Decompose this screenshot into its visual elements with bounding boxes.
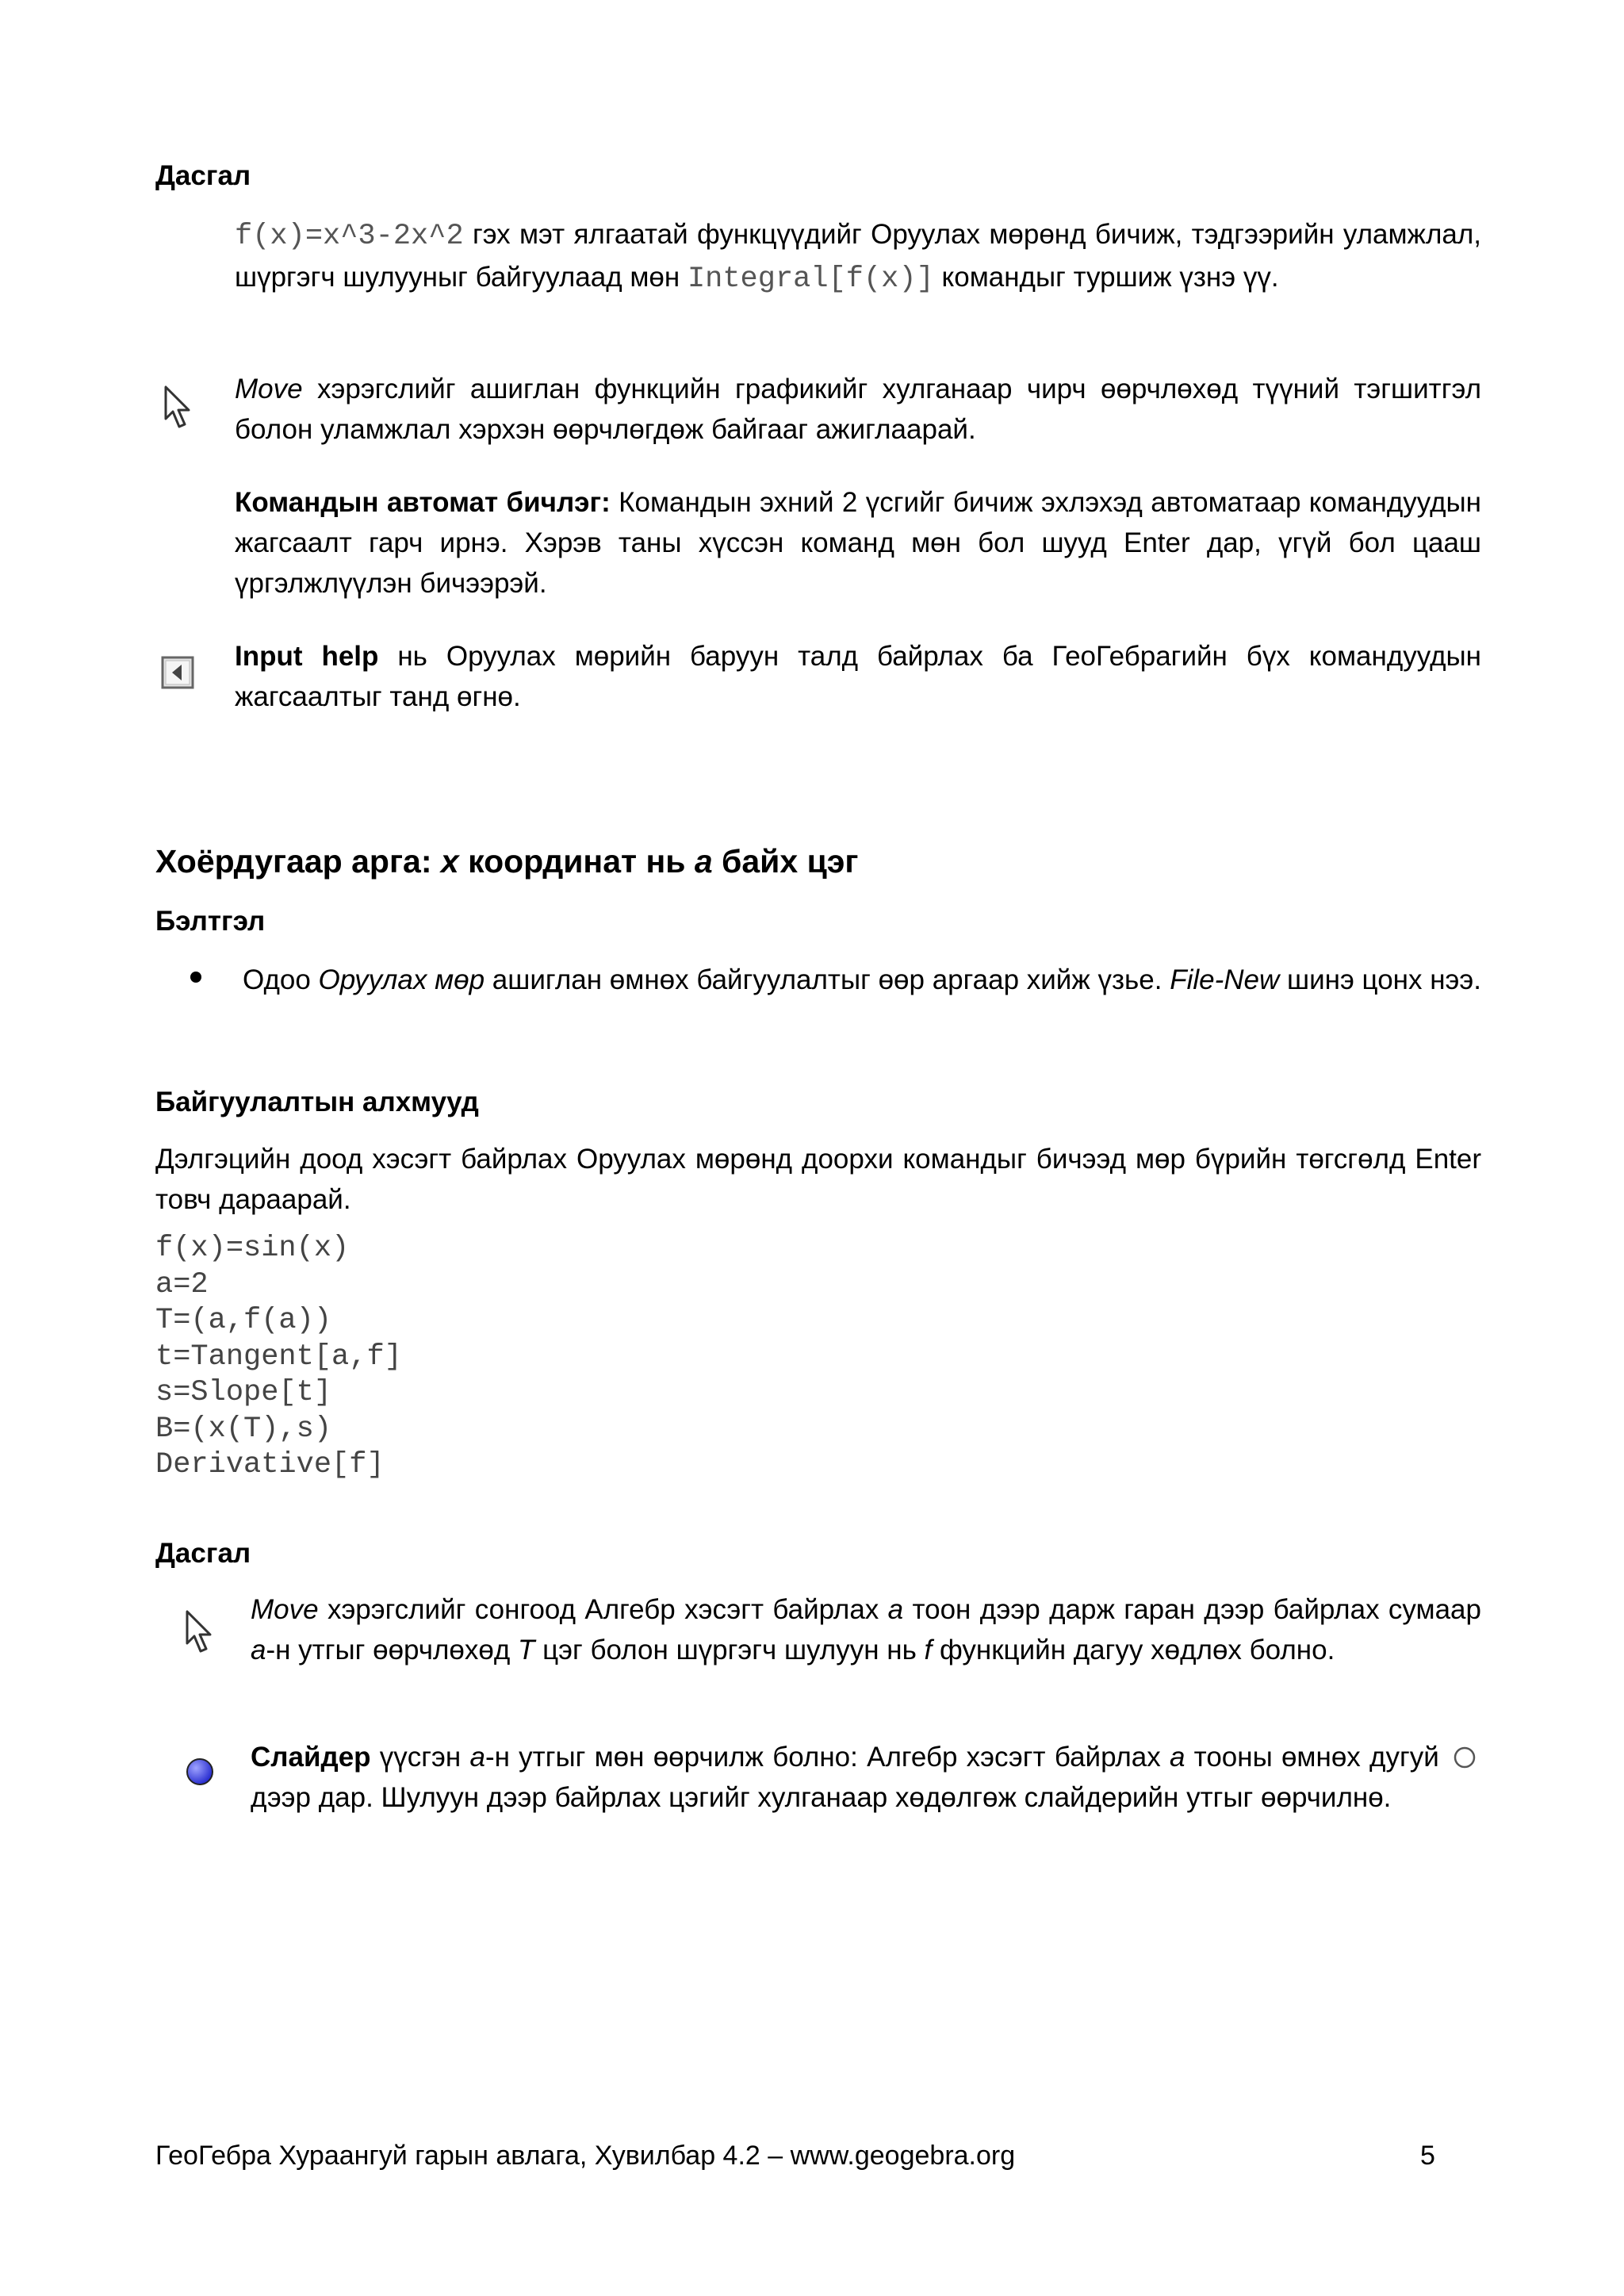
math-var: f	[924, 1635, 933, 1665]
command-line: s=Slope[t]	[155, 1376, 332, 1409]
text: Командын эхний 2 үсгийг бичиж эхлэхэд автоматаар командуудын жагсаалт гарч ирнэ. Хэрэв таны хүссэн команд мөн бол шууд Enter дар, үгүй бол цааш үргэлжлүүлэн бичээрэй.	[235, 487, 1481, 599]
input-help-icon	[160, 655, 195, 690]
tool-name: Move	[251, 1594, 319, 1625]
math-var: x	[440, 843, 459, 880]
command-line: Derivative[f]	[155, 1448, 385, 1481]
section-title	[155, 841, 859, 882]
preparation-heading: Бэлтгэл	[155, 906, 266, 937]
math-var: a	[251, 1635, 266, 1665]
command-line: a=2	[155, 1267, 209, 1301]
text: үүсгэн	[370, 1742, 470, 1773]
command-list	[155, 1231, 402, 1484]
text: -н утгыг өөрчлөхөд	[266, 1635, 518, 1665]
exercise-heading: Дасгал	[155, 160, 251, 191]
math-var: a	[1169, 1742, 1185, 1773]
steps-heading: Байгуулалтын алхмууд	[155, 1087, 479, 1117]
math-var: T	[517, 1635, 535, 1665]
italic-term: Оруулах мөр	[318, 964, 485, 995]
bold-label: Слайдер	[251, 1742, 371, 1773]
slider-point-icon	[184, 1756, 216, 1788]
text: тооны өмнөх дугуй	[1185, 1742, 1448, 1773]
autocomplete-tip	[235, 482, 1481, 604]
exercise-paragraph	[235, 214, 1481, 300]
text: координат нь	[458, 843, 695, 880]
code-function: f(x)=x^3-2x^2	[235, 220, 464, 253]
text: нь Оруулах мөрийн баруун талд байрлах ба ГеоГебрагийн бүх командуудын жагсаалтыг танд өгнө.	[235, 641, 1481, 712]
move-exercise-tip	[251, 1589, 1481, 1670]
text: дээр дар. Шулуун дээр байрлах цэгийг хулганаар хөдөлгөж слайдерийн утгыг өөрчилнө.	[251, 1782, 1392, 1813]
bold-label: Input help	[235, 641, 379, 672]
text: цэг болон шүргэгч шулуун нь	[534, 1635, 925, 1665]
text: гэх мэт ялгаатай функцүүдийг Оруулах мөрөнд бичиж, тэдгээрийн уламжлал, шүргэгч шулууныг байгуулаад мөн	[235, 219, 1481, 293]
input-help-tip	[235, 636, 1481, 717]
text: тоон дээр дарж гаран дээр байрлах сумаар	[903, 1594, 1481, 1625]
text: -н утгыг мөн өөрчилж болно: Алгебр хэсэгт байрлах	[485, 1742, 1170, 1773]
math-var: a	[887, 1594, 904, 1625]
exercise-heading: Дасгал	[155, 1538, 251, 1569]
command-line: t=Tangent[a,f]	[155, 1340, 402, 1374]
bullet-dot	[190, 972, 201, 983]
text: ашиглан өмнөх байгуулалтыг өөр аргаар хийж үзье.	[485, 964, 1170, 995]
command-line: T=(a,f(a))	[155, 1304, 332, 1337]
command-line: f(x)=sin(x)	[155, 1232, 350, 1265]
bold-label: Командын автомат бичлэг:	[235, 487, 611, 518]
math-var: a	[694, 843, 713, 880]
text: командыг туршиж үзнэ үү.	[933, 262, 1279, 293]
text: байх цэг	[712, 843, 859, 880]
text: шинэ цонх нээ.	[1279, 964, 1481, 995]
preparation-bullet	[243, 960, 1481, 1000]
text: хэрэгслийг сонгоод Алгебр хэсэгт байрлах	[318, 1594, 888, 1625]
math-var: a	[469, 1742, 485, 1773]
slider-tip	[251, 1737, 1481, 1818]
italic-term: File-New	[1170, 964, 1280, 995]
footer-text: ГеоГебра Хураангуй гарын авлага, Хувилбар 4.2 – www.geogebra.org	[155, 2141, 1016, 2171]
text: хэрэгслийг ашиглан функцийн графикийг хулганаар чирч өөрчлөхөд түүний тэгшитгэл болон уламжлал хэрхэн өөрчлөгдөж байгааг ажиглаарай.	[235, 374, 1481, 445]
cursor-arrow-icon	[163, 384, 196, 433]
command-line: B=(x(T),s)	[155, 1412, 332, 1446]
cursor-arrow-icon	[184, 1608, 217, 1658]
code-integral: Integral[f(x)]	[687, 263, 934, 296]
page-number: 5	[1420, 2141, 1435, 2171]
radio-circle-icon	[1453, 1746, 1477, 1769]
tool-name: Move	[235, 374, 303, 404]
text: функцийн дагуу хөдлөх болно.	[932, 1635, 1335, 1665]
steps-text: Дэлгэцийн доод хэсэгт байрлах Оруулах мөрөнд доорхи командыг бичээд мөр бүрийн төгсгөлд Enter товч дараарай.	[155, 1144, 1481, 1215]
move-tool-tip	[235, 369, 1481, 450]
text: Хоёрдугаар арга:	[155, 843, 441, 880]
text: Одоо	[243, 964, 319, 995]
